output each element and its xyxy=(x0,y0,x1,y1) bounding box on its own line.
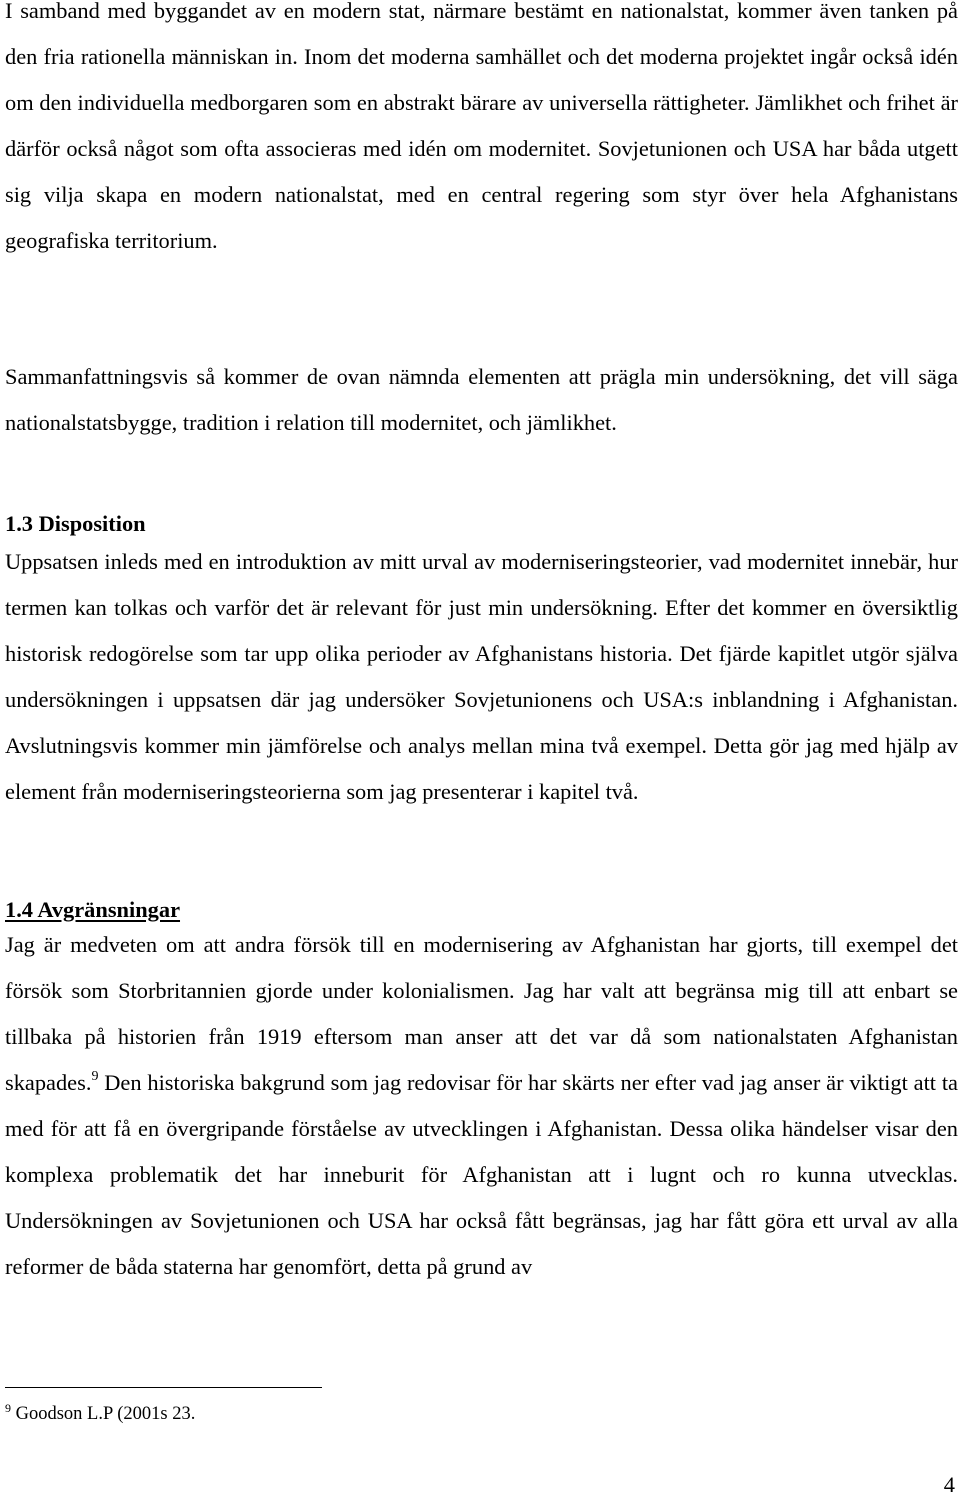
paragraph-avgransningar-part1: Jag är medveten om att andra försök till en modernisering av Afghanistan har gjorts, till exempel det försök som Storbritannien gjorde under kolonialismen. Jag har valt att begränsa mig till att enbart se tillbaka på historien från 1919 eftersom man anser att det var då som nationalstaten Afghanistan skapades. xyxy=(5,932,958,1095)
footnote-divider xyxy=(5,1387,322,1388)
paragraph-avgransningar xyxy=(5,922,958,1290)
heading-avgransningar: 1.4 Avgränsningar xyxy=(5,897,181,922)
page-number: 4 xyxy=(943,1472,955,1497)
footnote-text: Goodson L.P (2001s 23. xyxy=(11,1404,196,1424)
footnote-reference[interactable]: 9 xyxy=(91,1069,99,1084)
footnote xyxy=(5,1402,195,1426)
paragraph-avgransningar-part2: Den historiska bakgrund som jag redovisar för har skärts ner efter vad jag anser är viktigt att ta med för att få en övergripande förståelse av utvecklingen i Afghanistan. Dessa olika händelser visar den komplexa problematik det har inneburit för Afghanistan att i lugnt och ro kunna utvecklas. Undersökningen av Sovjetunionen och USA har också fått begränsas, jag har fått göra ett urval av alla reformer de båda staterna har genomfört, detta på grund av xyxy=(5,1070,958,1279)
paragraph-modern-state: I samband med byggandet av en modern stat, närmare bestämt en nationalstat, kommer även tanken på den fria rationella människan in. Inom det moderna samhället och det moderna projektet ingår också idén om den individuella medborgaren som en abstrakt bärare av universella rättigheter. Jämlikhet och frihet är därför också något som ofta associeras med idén om modernitet. Sovjetunionen och USA har båda utgett sig vilja skapa en modern nationalstat, med en central regering som styr över hela Afghanistans geografiska territorium. xyxy=(5,0,958,253)
heading-disposition: 1.3 Disposition xyxy=(5,511,146,536)
footnote-number: 9 xyxy=(5,1401,11,1415)
paragraph-summary: Sammanfattningsvis så kommer de ovan nämnda elementen att prägla min undersökning, det vill säga nationalstatsbygge, tradition i relation till modernitet, och jämlikhet. xyxy=(5,364,958,435)
paragraph-disposition: Uppsatsen inleds med en introduktion av mitt urval av moderniseringsteorier, vad modernitet innebär, hur termen kan tolkas och varför det är relevant för just min undersökning. Efter det kommer en översiktlig historisk redogörelse som tar upp olika perioder av Afghanistans historia. Det fjärde kapitlet utgör själva undersökningen i uppsatsen där jag undersöker Sovjetunionens och USA:s inblandning i Afghanistan. Avslutningsvis kommer min jämförelse och analys mellan mina två exempel. Detta gör jag med hjälp av element från moderniseringsteorierna som jag presenterar i kapitel två. xyxy=(5,549,958,804)
